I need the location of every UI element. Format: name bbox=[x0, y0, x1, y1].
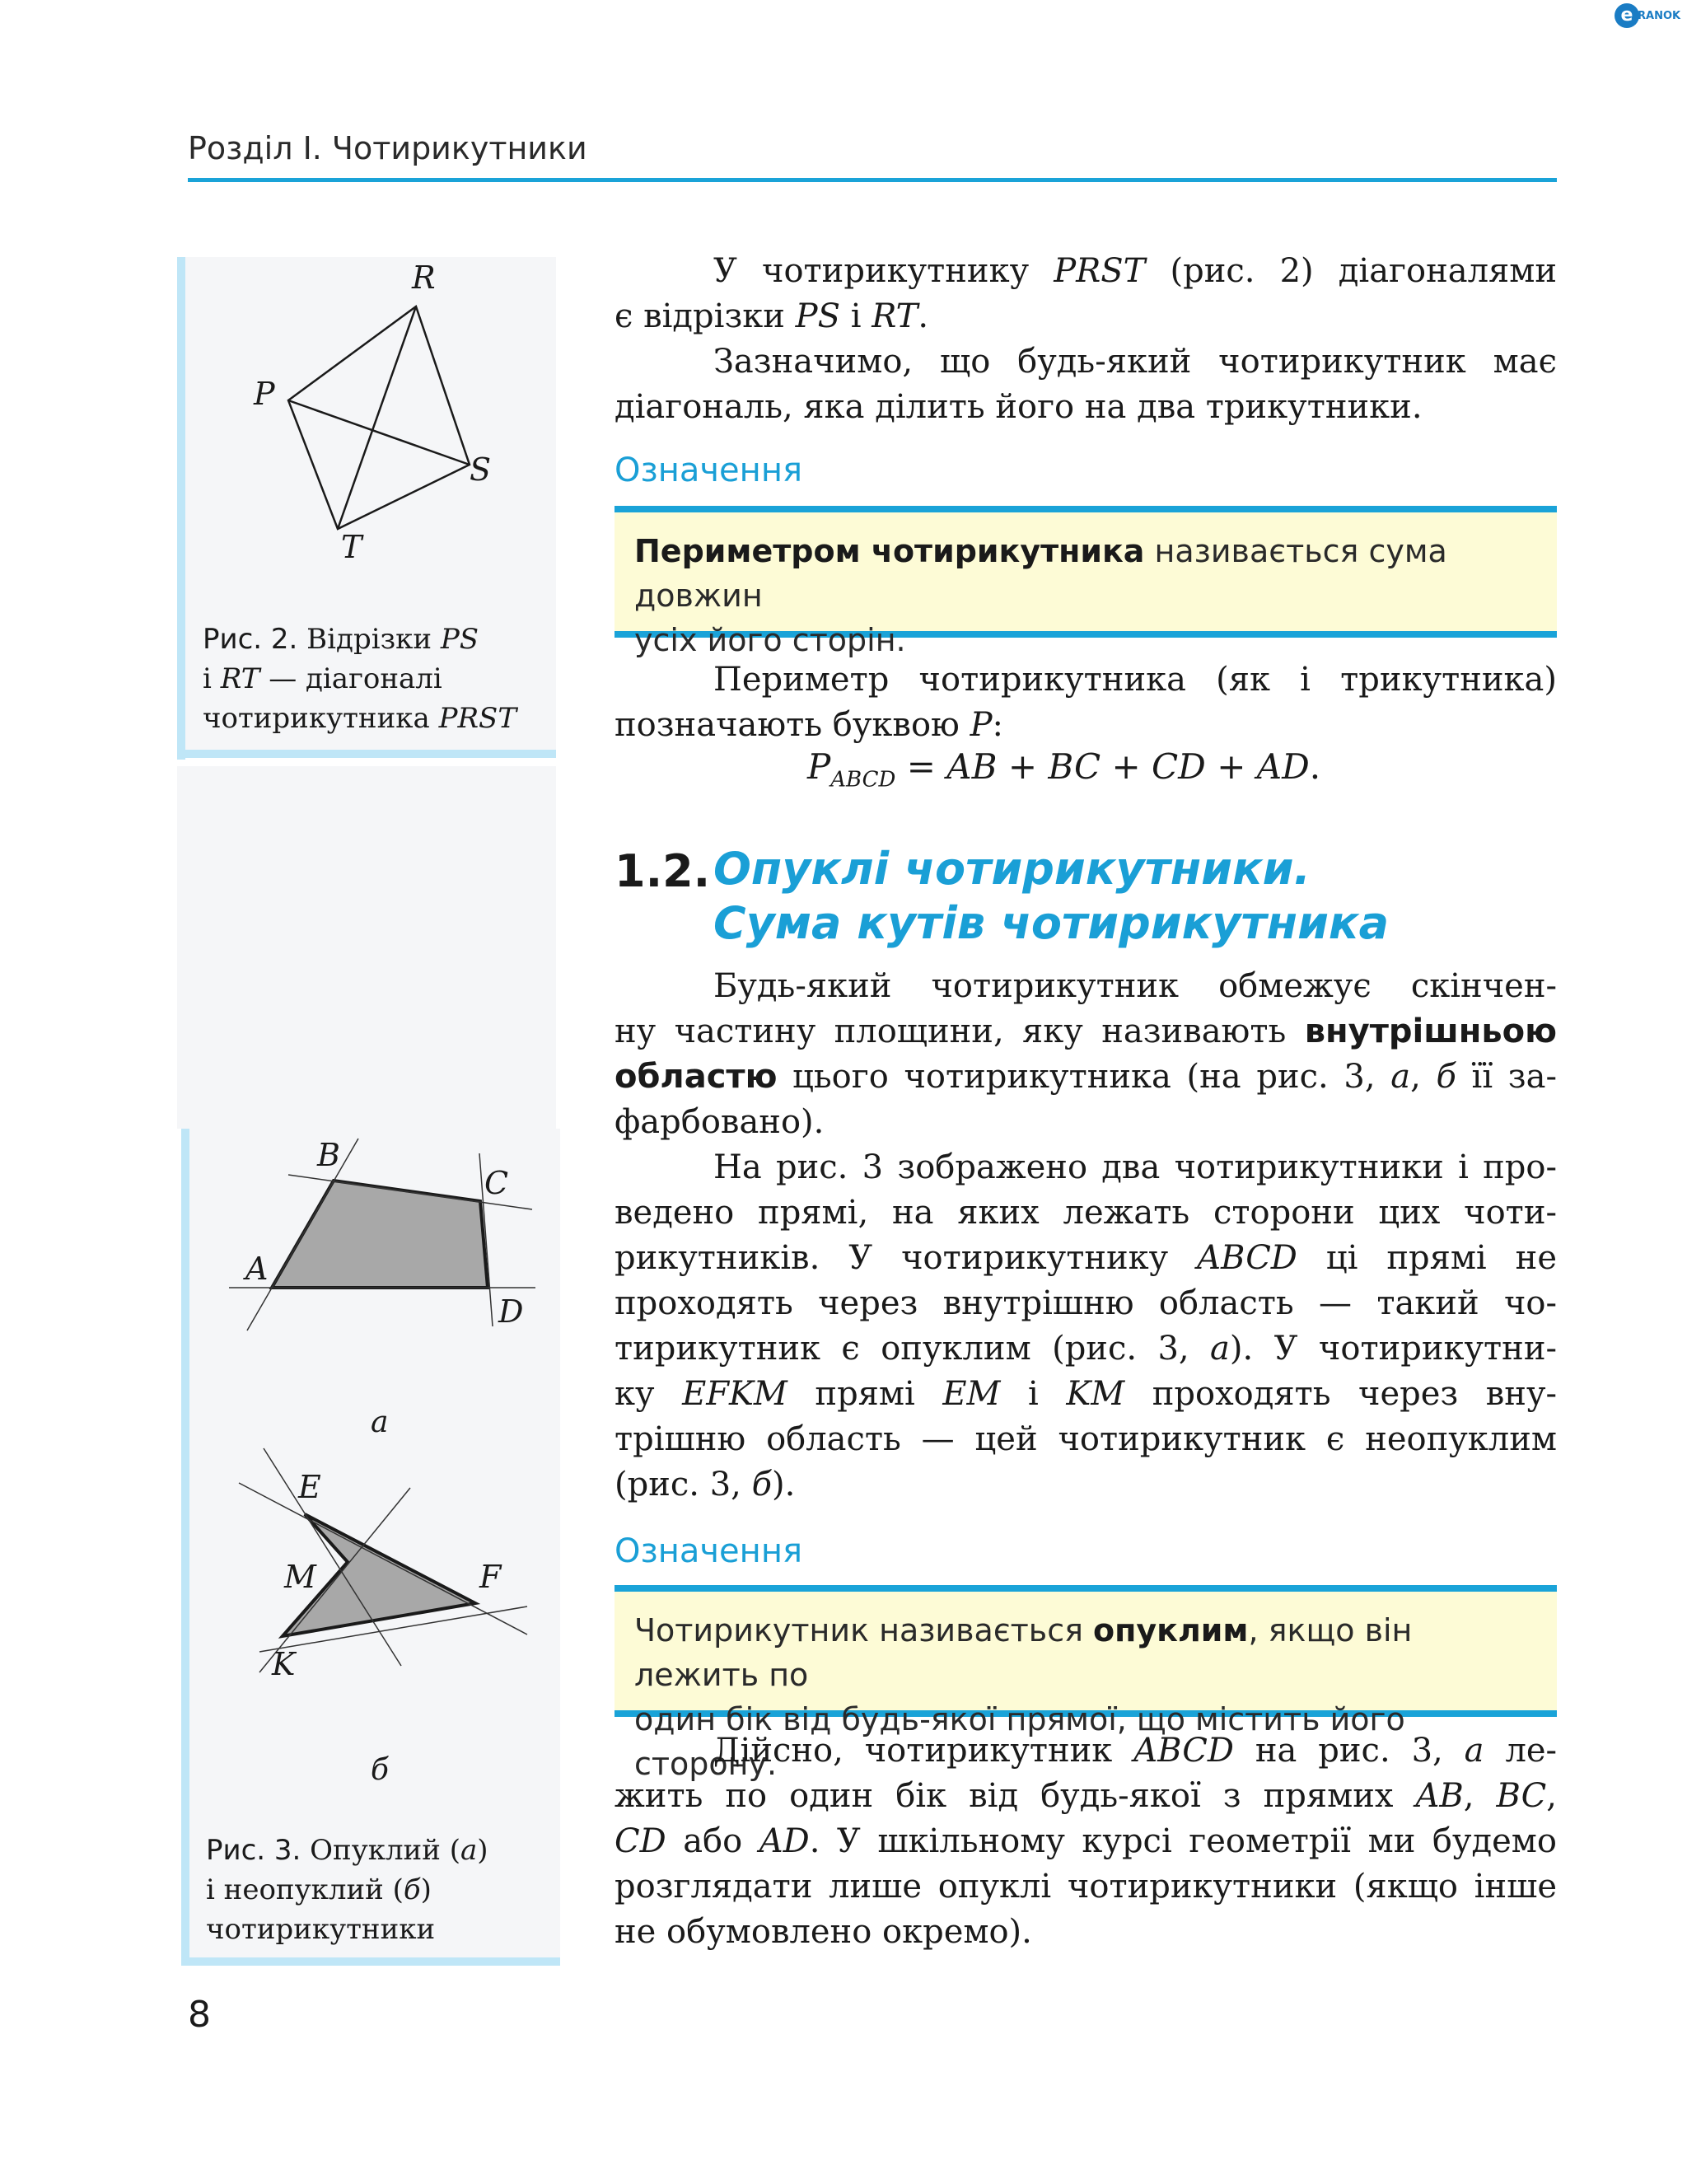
sidebar-fig3-bar-bottom bbox=[181, 1957, 560, 1966]
body-paragraph-2: На рис. 3 зображено два чотирикутники і про- ведено прямі, на яких лежать сторони цих чоти- рикутників. У чотирикутнику ABCD ці прямі не проходять через внутрішню область — такий чо- тирикутник є опуклим (рис. 3, а). У чотирикутни- ку EFKM прямі EM і KM проходять через вну- трішню область — цей чотирикутник є неопуклим (рис. 3, б). bbox=[615, 1148, 1558, 1504]
convex-quadrilateral-abcd bbox=[272, 1181, 488, 1288]
definition-box-perimeter: Периметром чотирикутника називається сума довжин усіх його сторін. bbox=[615, 506, 1557, 638]
publisher-logo: e RANOK bbox=[1615, 3, 1687, 31]
fig3b-label-m: M bbox=[284, 1559, 316, 1595]
fig3a-label-b: B bbox=[317, 1137, 340, 1173]
sidebar-fig3-bar-left bbox=[181, 1129, 189, 1966]
definition-label-2: Означення bbox=[615, 1532, 803, 1570]
fig3a-label-a: A bbox=[245, 1251, 269, 1287]
fig2-label-t: T bbox=[341, 529, 362, 565]
fig3b-label-f: F bbox=[479, 1559, 502, 1595]
definition-box-convex: Чотирикутник називається опуклим, якщо він лежить по один бік від будь-якої прямої, що містить його сторону. bbox=[615, 1585, 1557, 1717]
fig2-label-s: S bbox=[470, 451, 492, 488]
perimeter-paragraph: Периметр чотирикутника (як і трикутника) позначають буквою P: bbox=[615, 661, 1557, 744]
sidebar-gap-bg bbox=[177, 766, 556, 1129]
quadrilateral-prst bbox=[288, 306, 470, 529]
body-paragraph-3: Дійсно, чотирикутник ABCD на рис. 3, а ле- жить по один бік від будь-якої з прямих AB, BC, CD або AD. У шкільному курсі геометрії ми будемо розглядати лише опуклі чотирикутники (якщо інше не обумовлено окремо). bbox=[615, 1732, 1558, 1951]
fig3a-sublabel: а bbox=[371, 1405, 389, 1439]
figure-3b-diagram bbox=[222, 1433, 552, 1681]
fig3b-sublabel: б bbox=[371, 1753, 389, 1787]
fig3b-label-e: E bbox=[298, 1469, 321, 1505]
definition-term: Периметром чотирикутника bbox=[634, 533, 1145, 569]
sidebar-fig2-bar-left bbox=[177, 257, 185, 760]
fig3-caption: Рис. 3. Опуклий (а) і неопуклий (б) чотирикутники bbox=[206, 1834, 488, 1946]
fig3b-label-k: K bbox=[272, 1646, 296, 1682]
definition-label-1: Означення bbox=[615, 451, 803, 489]
figure-2-diagram bbox=[198, 264, 544, 577]
fig2-label-p: P bbox=[254, 376, 275, 412]
intro-paragraph: У чотирикутнику PRST (рис. 2) діагоналями є відрізки PS і RT. Зазначимо, що будь-який чотирикутник має діагональ, яка ділить його на два трикутники. bbox=[615, 252, 1558, 426]
chapter-header: Розділ І. Чотирикутники bbox=[188, 130, 587, 166]
body-paragraph-1: Будь-який чотирикутник обмежує скінчен- ну частину площини, яку називають внутрішньою областю цього чотирикутника (на рис. 3, а, б її за- фарбовано). bbox=[615, 967, 1558, 1141]
fig3a-label-d: D bbox=[498, 1293, 524, 1330]
fig2-label-r: R bbox=[412, 260, 436, 296]
page-number: 8 bbox=[188, 1994, 211, 2036]
section-number: 1.2. bbox=[615, 845, 711, 897]
perimeter-formula: $P_{ABCD}$ = AB + BC + CD + AD. bbox=[807, 746, 1321, 793]
header-rule bbox=[188, 178, 1557, 182]
section-title: Опуклі чотирикутники. Сума кутів чотирикутника bbox=[713, 843, 1390, 949]
definition-term: опуклим bbox=[1093, 1612, 1249, 1649]
fig3a-label-c: C bbox=[484, 1165, 509, 1201]
fig2-caption: Рис. 2. Відрізки PS і RT — діагоналі чотирикутника PRST bbox=[203, 623, 517, 735]
sidebar-fig2-bar-bottom bbox=[177, 750, 556, 758]
